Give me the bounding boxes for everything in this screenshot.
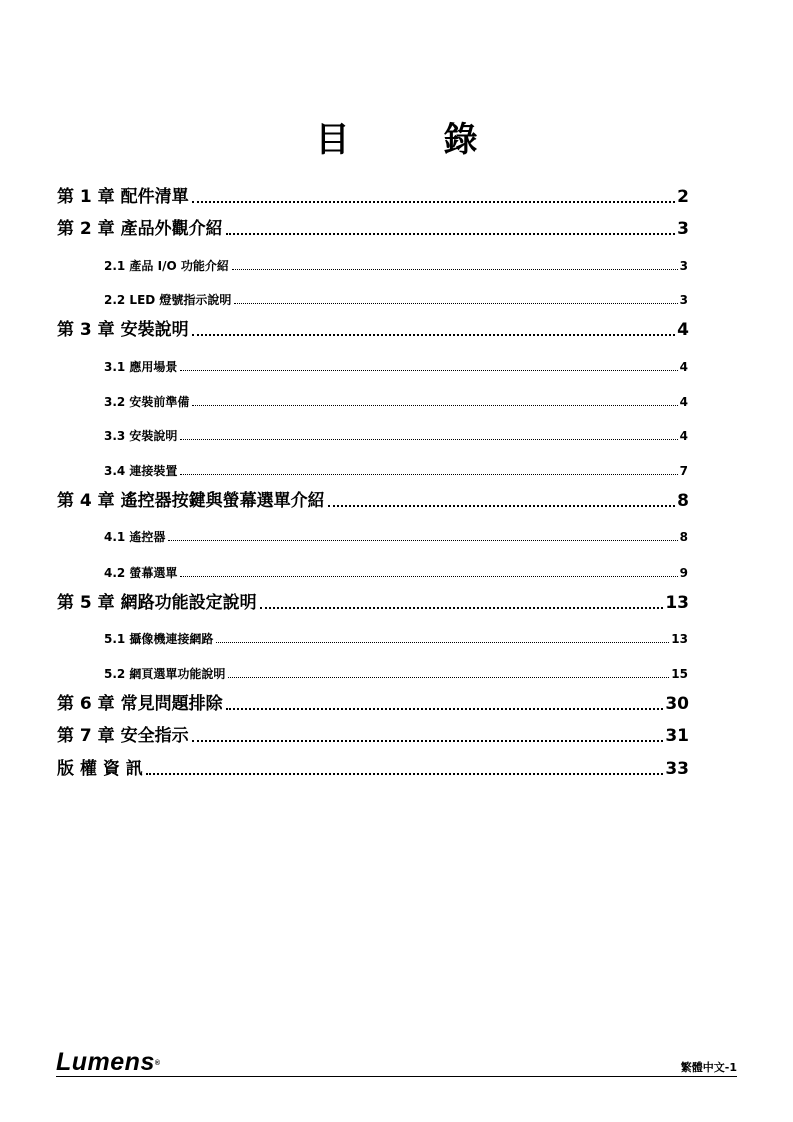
toc-entry-chapter-2[interactable] [57,213,689,239]
toc-entry-label: 2.2 LED 燈號指示說明 [104,292,232,307]
toc-entry-label: 第 1 章 配件清單 [57,187,189,207]
toc-leader-dots [260,607,664,609]
toc-leader-dots [192,201,676,203]
toc-leader-dots [226,708,664,710]
toc-entry-label: 2.1 產品 I/O 功能介紹 [104,258,229,273]
toc-entry-label: 第 4 章 遙控器按鍵與螢幕選單介紹 [57,491,325,511]
toc-entry-section-4-2[interactable] [104,562,688,580]
toc-leader-dots [168,540,677,541]
toc-entry-chapter-4[interactable] [57,485,689,511]
toc-leader-dots [228,677,669,678]
lumens-logo [56,1048,161,1076]
toc-entry-page: 13 [665,593,689,613]
toc-entry-label: 3.2 安裝前準備 [104,394,190,409]
toc-leader-dots [180,474,677,475]
toc-entry-copyright[interactable] [57,753,689,779]
toc-entry-page: 3 [679,258,688,273]
toc-entry-label: 第 2 章 產品外觀介紹 [57,219,223,239]
toc-leader-dots [216,642,669,643]
toc-entry-label: 3.1 應用場景 [104,359,178,374]
toc-entry-section-2-1[interactable] [104,255,688,273]
toc-entry-section-3-2[interactable] [104,391,688,409]
toc-leader-dots [180,576,677,577]
toc-leader-dots [328,505,676,507]
toc-entry-label: 3.3 安裝說明 [104,428,178,443]
toc-entry-label: 5.1 攝像機連接網路 [104,631,214,646]
toc-entry-chapter-6[interactable] [57,688,689,714]
toc-entry-page: 31 [665,726,689,746]
toc-leader-dots [192,405,677,406]
toc-entry-page: 4 [677,320,689,340]
toc-entry-page: 4 [679,394,688,409]
toc-leader-dots [180,439,677,440]
toc-entry-label: 第 3 章 安裝說明 [57,320,189,340]
toc-leader-dots [146,773,664,775]
toc-entry-section-2-2[interactable] [104,289,688,307]
toc-leader-dots [226,233,676,235]
toc-entry-section-3-3[interactable] [104,425,688,443]
logo-text: Lumens [56,1048,155,1076]
toc-entry-chapter-1[interactable] [57,181,689,207]
page-title: 目 錄 [315,120,508,160]
toc-entry-page: 8 [677,491,689,511]
toc-entry-page: 9 [679,565,688,580]
toc-entry-page: 3 [679,292,688,307]
toc-entry-section-5-2[interactable] [104,663,688,681]
toc-entry-section-3-1[interactable] [104,356,688,374]
toc-entry-section-4-1[interactable] [104,526,688,544]
toc-entry-page: 33 [665,759,689,779]
toc-entry-label: 5.2 網頁選單功能說明 [104,666,226,681]
toc-entry-page: 13 [671,631,688,646]
toc-entry-chapter-5[interactable] [57,587,689,613]
toc-leader-dots [192,740,664,742]
toc-entry-page: 4 [679,359,688,374]
toc-entry-page: 3 [677,219,689,239]
toc-entry-section-3-4[interactable] [104,460,688,478]
toc-leader-dots [180,370,677,371]
toc-leader-dots [192,334,676,336]
toc-entry-label: 版 權 資 訊 [57,759,143,779]
toc-entry-label: 3.4 連接裝置 [104,463,178,478]
registered-mark: ® [154,1060,161,1067]
toc-entry-page: 15 [671,666,688,681]
toc-entry-page: 8 [679,529,688,544]
toc-entry-label: 第 7 章 安全指示 [57,726,189,746]
toc-entry-label: 4.1 遙控器 [104,529,166,544]
footer-divider [56,1076,737,1077]
toc-entry-page: 30 [665,694,689,714]
toc-leader-dots [232,269,678,270]
toc-leader-dots [234,303,677,304]
footer-page-label: 繁體中文-1 [680,1061,737,1074]
toc-entry-section-5-1[interactable] [104,628,688,646]
toc-entry-chapter-7[interactable] [57,720,689,746]
toc-entry-label: 4.2 螢幕選單 [104,565,178,580]
toc-entry-page: 4 [679,428,688,443]
toc-entry-label: 第 6 章 常見問題排除 [57,694,223,714]
toc-entry-chapter-3[interactable] [57,314,689,340]
toc-entry-label: 第 5 章 網路功能設定說明 [57,593,257,613]
toc-entry-page: 7 [679,463,688,478]
toc-entry-page: 2 [677,187,689,207]
